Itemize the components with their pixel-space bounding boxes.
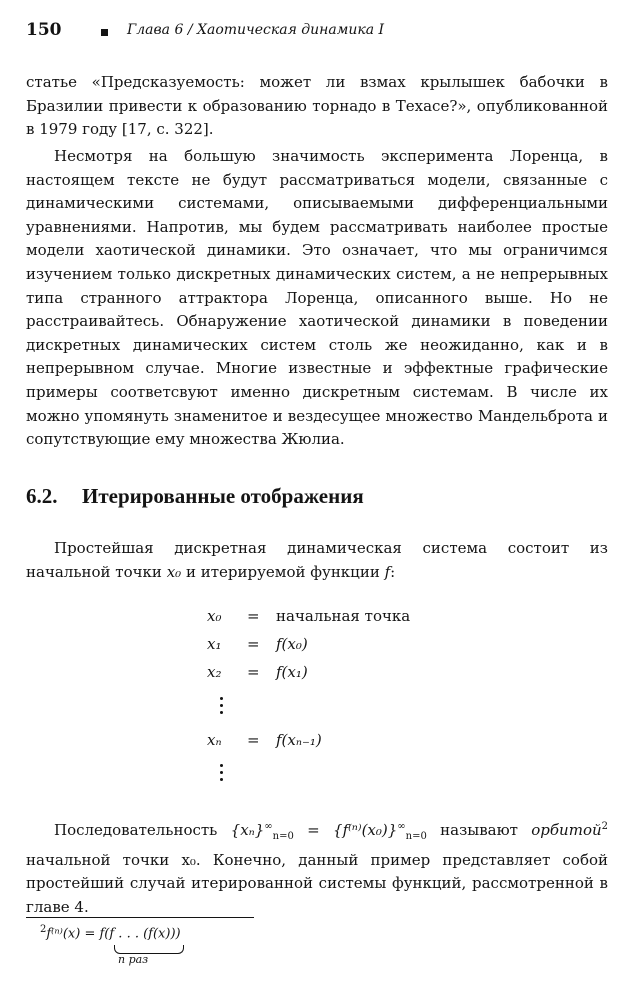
vertical-ellipsis-1 [219, 697, 225, 718]
paragraph-intro [26, 537, 608, 584]
eq-row-2-lhs: x₁ [207, 635, 222, 653]
vertical-ellipsis-2 [219, 764, 225, 785]
footnote-formula: f⁽ⁿ⁾(x) = f(f . . . (f(x))) [46, 926, 181, 942]
running-head: Глава 6 / Хаотическая динамика I [127, 22, 385, 38]
seq-called: называют [426, 821, 532, 839]
intro-text-middle: и итерируемой функции [181, 562, 385, 581]
eq-row-4-rhs: f(xₙ₋₁) [276, 731, 322, 749]
seq-text-start: Последовательность [54, 821, 231, 839]
section-heading [26, 484, 616, 509]
intro-x0: x₀ [166, 562, 182, 581]
seq-inf-1: ∞ [264, 821, 273, 832]
eq-row-2-rhs: f(x₀) [276, 635, 308, 653]
paragraph-lorenz: Несмотря на большую значимость эксперимента Лоренца, в настоящем тексте не будут рассматриваться модели, связанные с динамическими системами, описываемыми дифференциальными уравнениями. Напротив, мы будем рассматривать наиболее простые модели хаотической динамики. Это означает, что мы ограничимся изучением только дискретных динамических систем, а не непрерывных типа странного аттрактора Лоренца, описанного выше. Но не расстраивайтесь. Обнаружение хаотической динамики в поведении дискретных динамических систем столь же неожиданно, как и в непрерывном случае. Многие известные и эффектные графические примеры соответсвуют именно дискретным системам. В числе их можно упомянуть знаменитое и вездесущее множество Мандельброта и сопутствующие ему множества Жюлиа. [26, 147, 608, 449]
paragraph-orbit [26, 815, 608, 919]
eq-row-1-lhs: x₀ [207, 607, 222, 625]
page-header [26, 20, 616, 48]
intro-f: f [384, 562, 391, 581]
seq-fn: {f⁽ⁿ⁾(x₀)} [333, 821, 398, 839]
intro-text-before: Простейшая дискретная динамическая система состоит из начальной точки [26, 539, 608, 581]
header-bullet-icon [101, 29, 108, 36]
paragraph-continuation: статье «Предсказуемость: может ли взмах крылышек бабочки в Бразилии привести к образованию торнадо в Техасе?», опубликованной в 1979 году [17, с. 322]. [26, 73, 608, 139]
eq-row-3-op: = [247, 663, 260, 681]
seq-n0-2: n=0 [405, 831, 427, 842]
eq-row-2-op: = [247, 635, 260, 653]
footnote-ref-2[interactable]: 2 [601, 821, 609, 832]
eq-row-3-rhs: f(x₁) [276, 663, 308, 681]
seq-eq: = [293, 821, 334, 839]
eq-row-4-op: = [247, 731, 260, 749]
intro-text-after: : [390, 562, 396, 581]
seq-inf-2: ∞ [397, 821, 406, 832]
eq-row-1-op: = [247, 607, 260, 625]
seq-orbit-term: орбитой [531, 821, 602, 839]
footnote-mark: 2 [40, 924, 47, 935]
seq-text-rest: начальной точки x₀. Конечно, данный пример представляет собой простейший случай итерированной системы функций, рассмотренной в главе 4. [26, 850, 608, 916]
footnote-brace-label: n раз [118, 953, 149, 966]
seq-n0-1: n=0 [272, 831, 294, 842]
footnote-2 [40, 924, 181, 941]
seq-xn: {xₙ} [230, 821, 265, 839]
eq-row-4-lhs: xₙ [207, 731, 222, 749]
page-number: 150 [26, 20, 62, 40]
section-number: 6.2. [26, 484, 58, 508]
section-title: Итерированные отображения [82, 484, 364, 508]
eq-row-3-lhs: x₂ [207, 663, 222, 681]
footnote-divider [26, 917, 254, 918]
eq-row-1-rhs: начальная точка [276, 607, 411, 625]
